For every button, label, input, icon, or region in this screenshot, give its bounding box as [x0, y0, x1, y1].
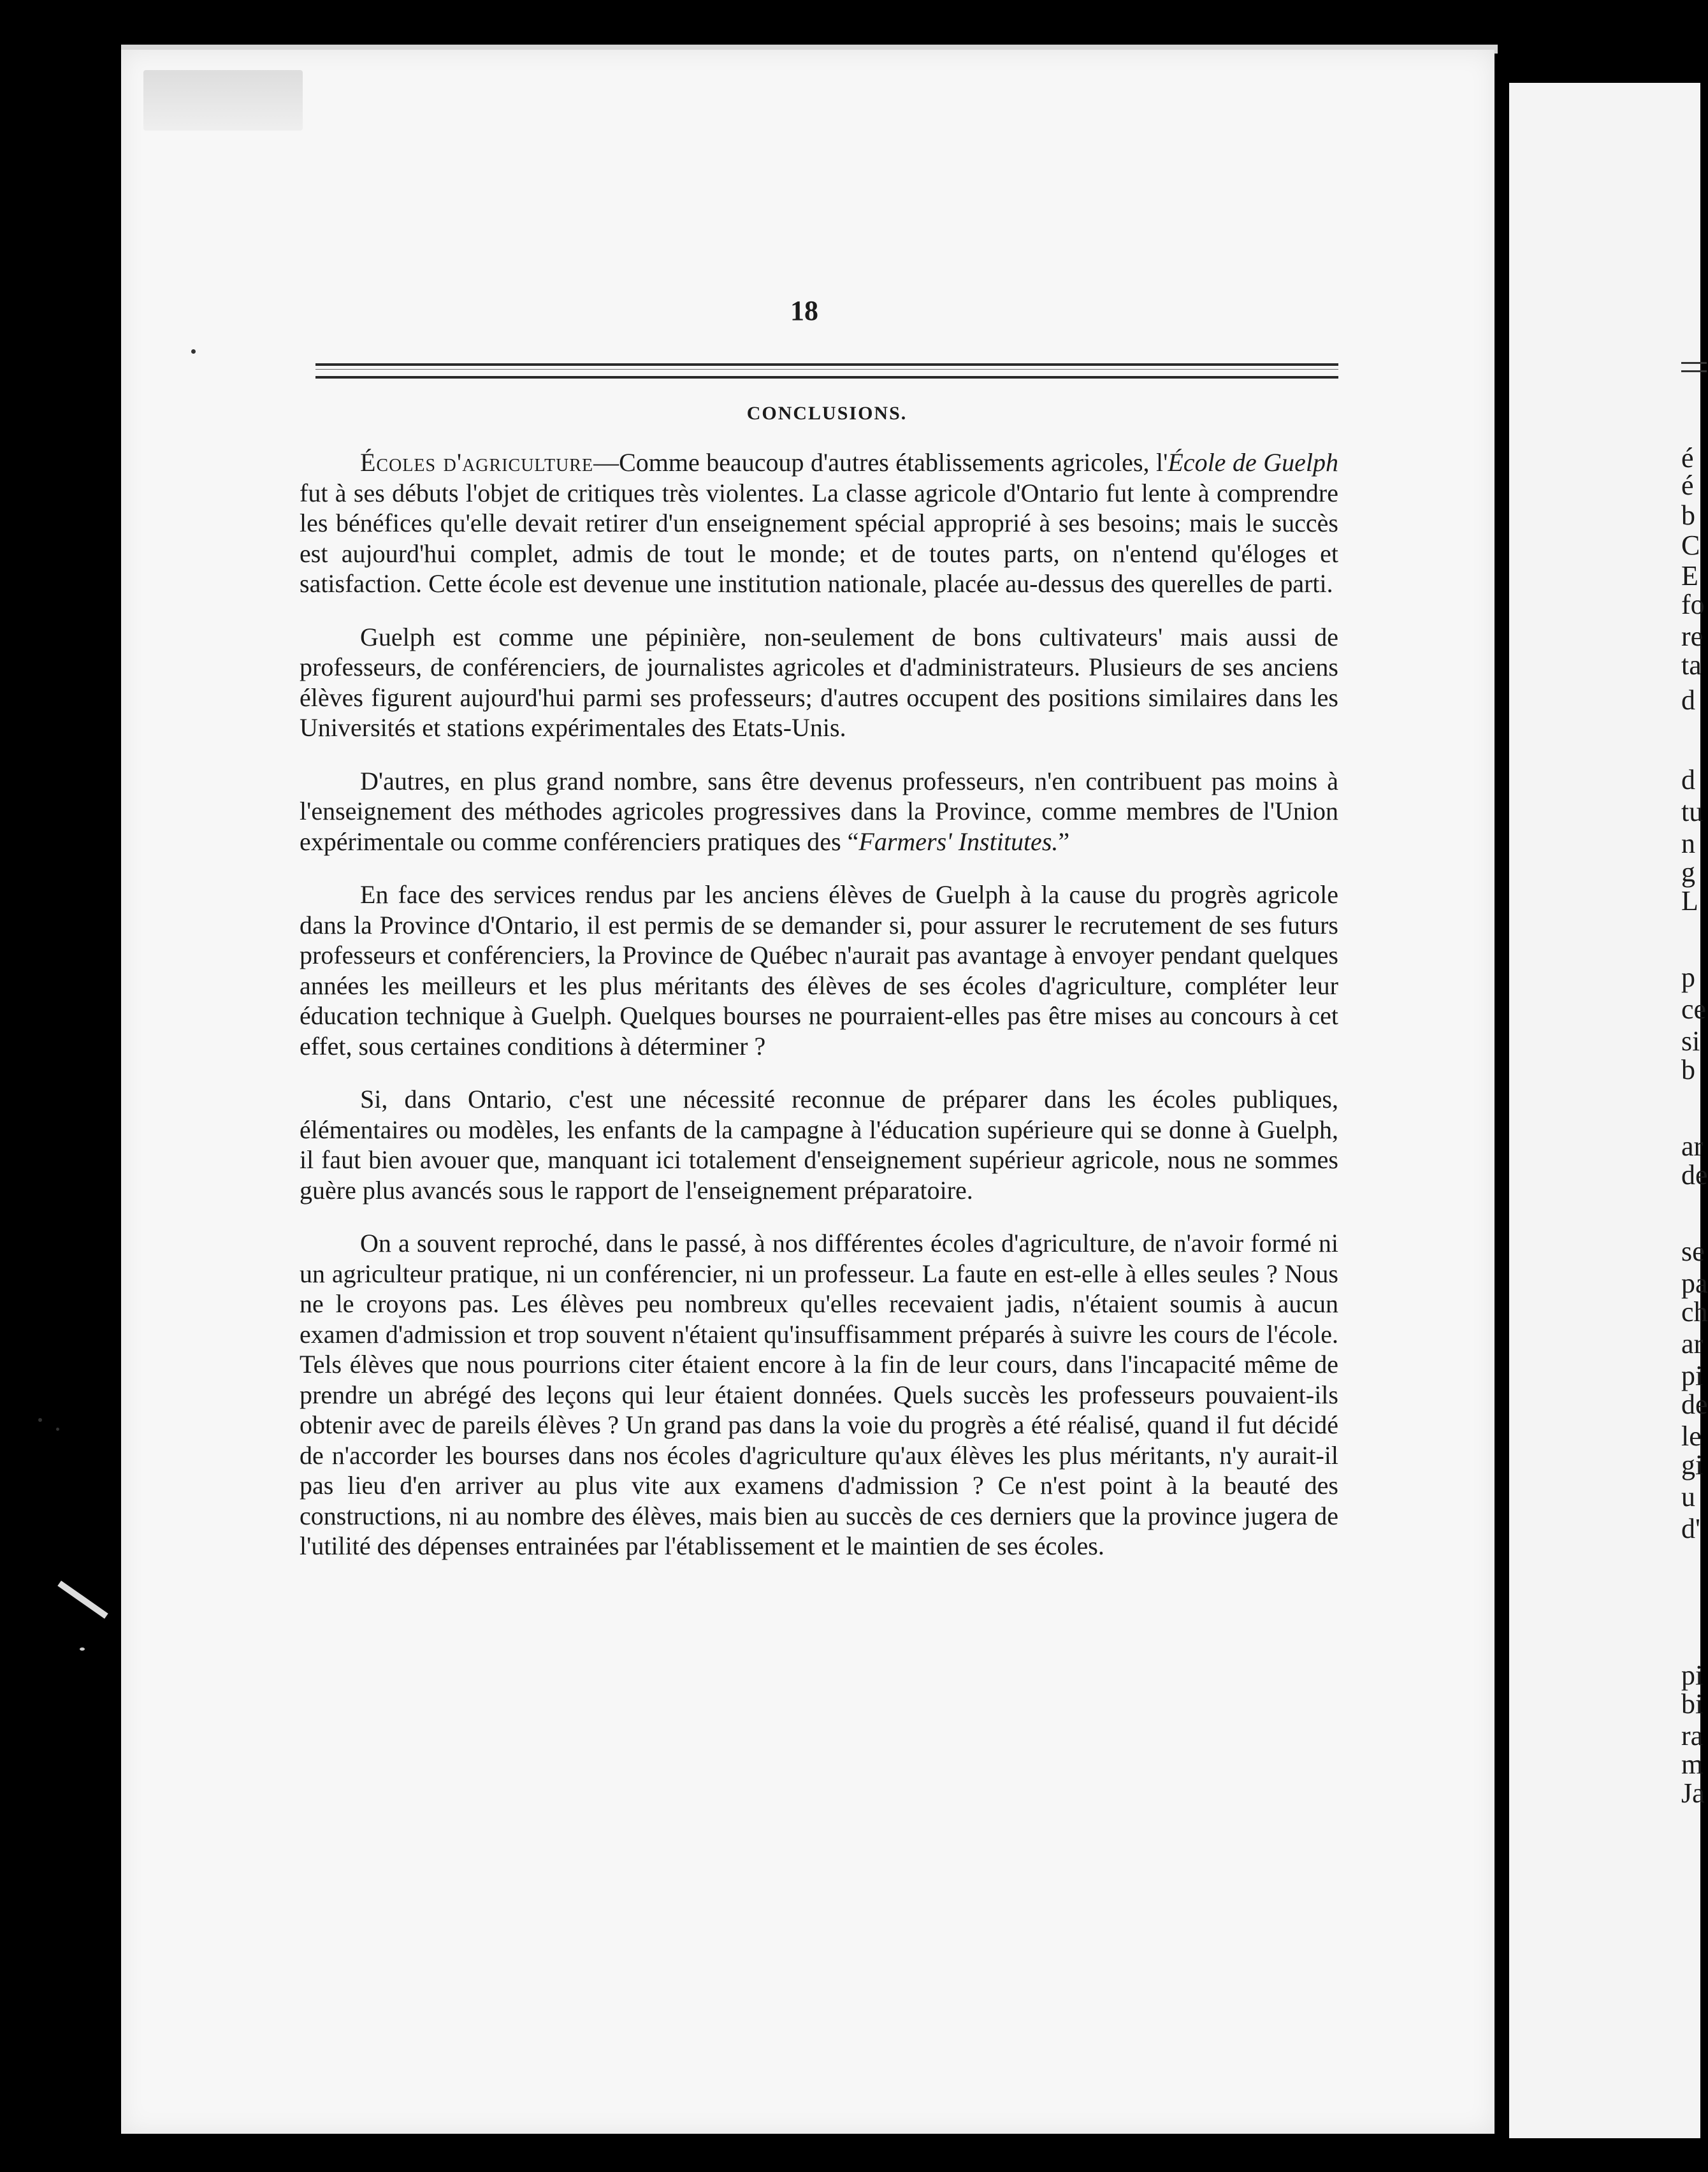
dust-speck [191, 349, 196, 354]
dust-speck [56, 1428, 59, 1431]
dust-speck [80, 1647, 85, 1651]
adjacent-page-fragment: se [1681, 1236, 1705, 1267]
italic-school-name: École de Guelph [1168, 448, 1339, 477]
adjacent-page-fragment: L [1681, 885, 1698, 916]
adjacent-page-fragment: u [1681, 1481, 1695, 1512]
paragraph-lead: Écoles d'agriculture [360, 448, 594, 477]
adjacent-page-fragment: d' [1681, 1513, 1700, 1544]
adjacent-page-fragment: b [1681, 500, 1695, 531]
adjacent-page-fragment: fo [1681, 589, 1705, 620]
page-number: 18 [790, 295, 818, 326]
adjacent-page-fragment: g [1681, 857, 1695, 888]
adjacent-page-fragment: ta [1681, 649, 1702, 681]
adjacent-page-fragment: pi [1681, 1360, 1704, 1391]
adjacent-page [1509, 83, 1708, 2138]
adjacent-page-fragment: ar [1681, 1328, 1704, 1359]
paragraph-text: —Comme beaucoup d'autres établissements agricoles, l' [593, 448, 1168, 477]
adjacent-page-fragment: re [1681, 621, 1704, 652]
adjacent-page-fragment: d [1681, 684, 1695, 716]
adjacent-page-fragment: gi [1681, 1449, 1704, 1481]
adjacent-page-fragment: pa [1681, 1268, 1708, 1299]
adjacent-page-fragment: de [1681, 1159, 1708, 1191]
paragraph-text: D'autres, en plus grand nombre, sans être devenus professeurs, n'en contribuent pas moins à l'enseignement des méthodes agricoles progressives dans la Province, comme membres de l'Union expérimentale ou comme conférenciers pratiques des “ [300, 766, 1338, 856]
closing-quote: ” [1058, 827, 1070, 856]
adjacent-page-fragment: m [1681, 1749, 1704, 1780]
adjacent-page-fragment: pi [1681, 1660, 1704, 1691]
adjacent-page-fragment: é [1681, 442, 1694, 474]
adjacent-page-fragment: ce [1681, 994, 1707, 1025]
paragraph-ecoles [300, 447, 1338, 599]
film-scratch [57, 1581, 108, 1619]
paragraph-ontario: Si, dans Ontario, c'est une nécessité reconnue de préparer dans les écoles publiques, élémentaires ou modèles, les enfants de la campagne à l'éducation supérieure qui se donne à Guelph, il faut bien avouer que, manquant ici totalement d'enseignement supérieur agricole, nous ne sommes guère plus avancés sous le rapport de l'enseignement préparatoire. [300, 1085, 1338, 1205]
paragraph-reproche: On a souvent reproché, dans le passé, à nos différentes écoles d'agriculture, de n'avoir formé ni un agriculteur pratique, ni un conférencier, ni un professeur. La faute en est-elle à elles seules ? Nous ne le croyons pas. Les élèves peu nombreux qu'elles recevaient jadis, n'étaient soumis à aucun examen d'admission et trop souvent n'étaient qu'insuffisamment préparés à suivre les cours de l'école. Tels élèves que nous pourrions citer étaient encore à la fin de leur cours, dans l'incapacité même de prendre un abrégé des leçons qui leur étaient données. Quels succès les professeurs pouvaient-ils obtenir avec de pareils élèves ? Un grand pas dans la voie du progrès a été réalisé, quand il fut décidé de n'accorder les bourses dans nos écoles d'agriculture qu'aux élèves les plus méritants, n'y aurait-il pas lieu d'en arriver au plus vite aux examens d'admission ? Ce n'est point à la beauté des constructions, ni au nombre des élèves, mais bien au succès de ces derniers que la province jugera de l'utilité des dépenses entrainées par l'établissement et le maintien de ses écoles. [300, 1229, 1338, 1560]
adjacent-page-fragment: bi [1681, 1688, 1704, 1720]
header-rule-thin [315, 369, 1338, 370]
body-text [300, 447, 1338, 1584]
adjacent-page-fragment: Ja [1681, 1777, 1705, 1809]
adjacent-page-fragment: ch [1681, 1296, 1708, 1328]
section-heading: CONCLUSIONS. [746, 403, 908, 424]
adjacent-page-fragment: de [1681, 1389, 1708, 1420]
paragraph-autres [300, 766, 1338, 857]
adjacent-page-fragment: b [1681, 1054, 1695, 1085]
paragraph-services: En face des services rendus par les anciens élèves de Guelph à la cause du progrès agricole dans la Province d'Ontario, il est permis de se demander si, pour assurer le recrutement de ses futurs professeurs et conférenciers, la Province de Québec n'aurait pas avantage à envoyer pendant quelques années les meilleurs et les plus méritants des élèves de ses écoles d'agriculture, compléter leur éducation technique à Guelph. Quelques bourses ne pourraient-elles pas être mises au concours à cet effet, sous certaines conditions à déterminer ? [300, 880, 1338, 1061]
adjacent-page-fragment: ar [1681, 1131, 1704, 1162]
adjacent-page-fragment: d [1681, 764, 1695, 795]
adjacent-page-fragment: p [1681, 962, 1695, 993]
dust-speck [38, 1418, 42, 1422]
adjacent-page-fragment: tu [1681, 796, 1704, 827]
adjacent-page-fragment: C [1681, 530, 1700, 561]
adjacent-page-fragment: ra [1681, 1720, 1704, 1751]
paragraph-guelph: Guelph est comme une pépinière, non-seulement de bons cultivateurs' mais aussi de professeurs, de conférenciers, de journalistes agricoles et d'administrateurs. Plusieurs de ses anciens élèves figurent aujourd'hui parmi ses professeurs; d'autres occupent des positions similaires dans les Universités et stations expérimentales des Etats-Unis. [300, 622, 1338, 742]
adjacent-page-fragment: le [1681, 1421, 1702, 1452]
adjacent-page-fragment: é [1681, 470, 1694, 501]
adjacent-page-rule [1681, 362, 1707, 372]
corner-smudge [143, 70, 303, 131]
header-double-rule [315, 363, 1338, 379]
paragraph-text: fut à ses débuts l'objet de critiques très violentes. La classe agricole d'Ontario fut lente à comprendre les bénéfices qu'elle devait retirer d'un enseignement spécial approprié à ses besoins; mais le succès est aujourd'hui complet, admis de tout le monde; et de toutes parts, on n'entend qu'éloges et satisfaction. Cette école est devenue une institution nationale, placée au-dessus des querelles de parti. [300, 478, 1338, 598]
adjacent-page-fragment: si [1681, 1025, 1700, 1057]
adjacent-page-fragment: n [1681, 828, 1695, 859]
italic-institutes: Farmers' Institutes. [858, 827, 1059, 856]
adjacent-page-fragment: E [1681, 560, 1698, 591]
